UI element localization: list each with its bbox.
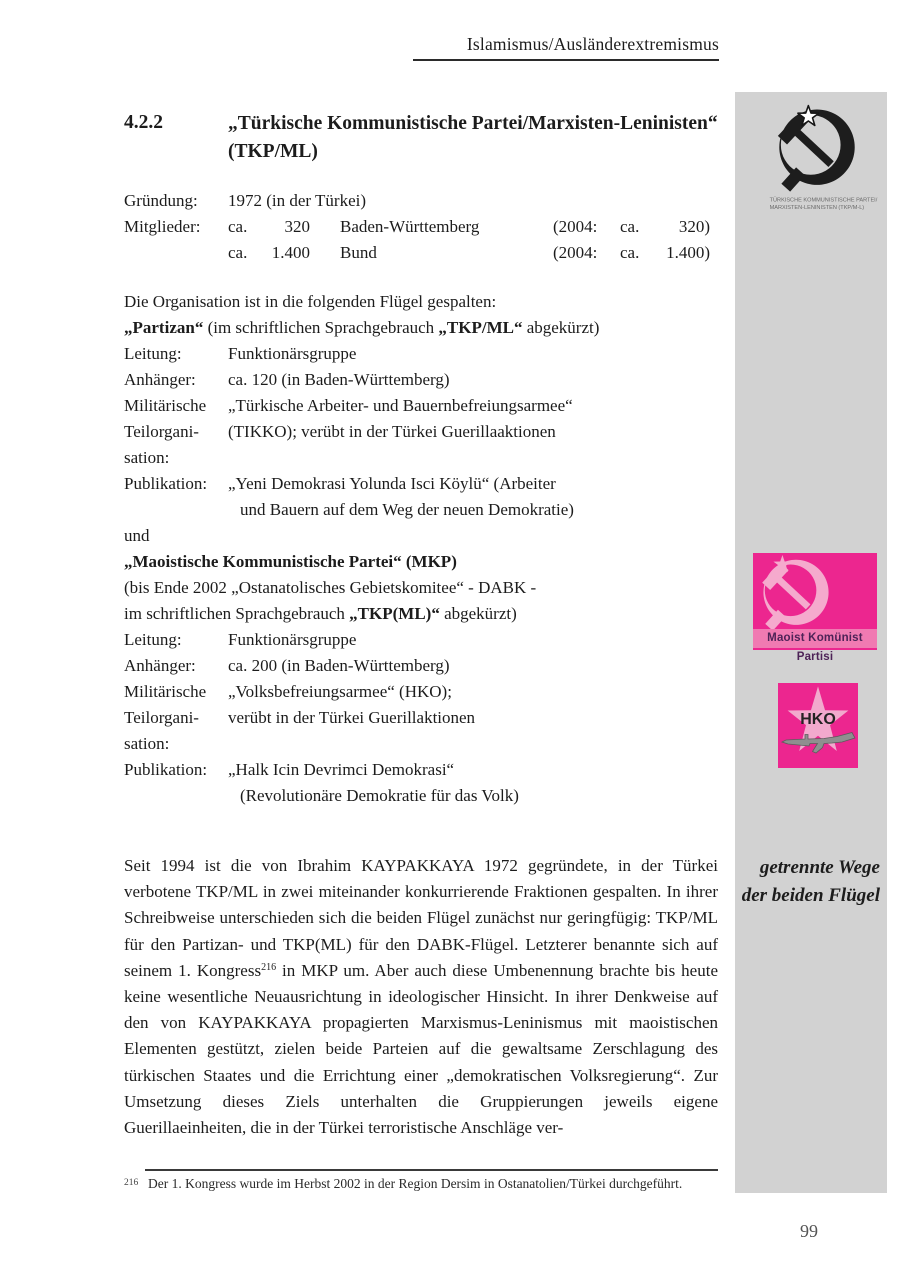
footnote-number: 216 (124, 1178, 139, 1188)
info-row: Anhänger: ca. 200 (in Baden-Württemberg) (124, 656, 450, 675)
info-row: und Bauern auf dem Weg der neuen Demokratie) (240, 500, 574, 519)
section-number: 4.2.2 (124, 112, 163, 133)
mitglieder-year: (2004: (553, 243, 598, 262)
info-row: Teilorgani- (TIKKO); verübt in der Türkei Guerillaaktionen (124, 422, 556, 441)
info-row: Publikation: „Halk Icin Devrimci Demokrasi“ (124, 760, 455, 779)
margin-note: getrennte Wege der beiden Flügel (741, 857, 880, 906)
sidebar (735, 92, 887, 1193)
info-row: (Revolutionäre Demokratie für das Volk) (240, 786, 519, 805)
mitglieder-label: Mitglieder: (124, 217, 201, 236)
mkp-line3: im schriftlichen Sprachgebrauch „TKP(ML)“ abgekürzt) (124, 604, 517, 623)
info-row: Militärische „Türkische Arbeiter- und Bauernbefreiungsarmee“ (124, 396, 573, 415)
info-row: Militärische „Volksbefreiungsarmee“ (HKO); (124, 682, 452, 701)
info-row: sation: (124, 448, 170, 467)
info-row: Anhänger: ca. 120 (in Baden-Württemberg) (124, 370, 450, 389)
mitglieder-region: Baden-Württemberg (340, 217, 480, 236)
wings-intro: Die Organisation ist in die folgenden Flügel gespalten: (124, 292, 497, 311)
facts-table (124, 188, 718, 266)
hko-logo-text: HKO (800, 711, 836, 728)
mkp-logo (753, 553, 877, 663)
rifle-icon (780, 730, 856, 756)
mitglieder-count2: 320) (678, 217, 710, 236)
info-row: sation: (124, 734, 170, 753)
tkpml-hammer-sickle-icon (777, 104, 857, 192)
section-title-line1: „Türkische Kommunistische Partei/Marxisten-Leninisten“ (228, 113, 718, 134)
mitglieder-ca2: ca. (620, 217, 640, 236)
mitglieder-ca: ca. (228, 217, 248, 236)
mkp-line2: (bis Ende 2002 „Ostanatolisches Gebietskomitee“ - DABK - (124, 578, 537, 597)
partizan-name: „Partizan“ (124, 318, 204, 337)
mitglieder-year: (2004: (553, 217, 598, 236)
mitglieder-ca2: ca. (620, 243, 640, 262)
partizan-abbr: „TKP/ML“ (438, 318, 523, 337)
wings-section (124, 289, 718, 809)
mitglieder-region: Bund (340, 243, 377, 262)
tkpml-logo-caption: TÜRKISCHE KOMMUNISTISCHE PARTEI/ MARXISTEN-LENINISTEN (TKP/M-L) (769, 196, 878, 211)
info-row: Leitung: Funktionärsgruppe (124, 630, 357, 649)
info-row: Leitung: Funktionärsgruppe (124, 344, 357, 363)
info-row: Teilorgani- verübt in der Türkei Guerillaktionen (124, 708, 476, 727)
hko-logo (778, 683, 858, 768)
mitglieder-count: 320 (284, 217, 310, 236)
mkp-logo-text: Maoist Komünist Partisi (753, 629, 877, 648)
gruendung-value: 1972 (in der Türkei) (228, 191, 367, 210)
wings-connector: und (124, 526, 150, 545)
footnote-rule (145, 1169, 718, 1171)
mitglieder-count: 1.400 (271, 243, 310, 262)
body-paragraph: Seit 1994 ist die von Ibrahim KAYPAKKAYA 1972 gegründete, in der Türkei verbotene TKP/ML in zwei miteinander konkurrierende Fraktionen gespalten. In ihrer Schreibweise unterschieden sich die beiden Flügel zunächst nur geringfügig: TKP/ML für den Partizan- und TKP(ML) für den DABK-Flügel. Letzterer benannte sich auf seinem 1. Kongress$^{216}$ in MKP um. Aber auch diese Umbenennung brachte bis heute keine wesentliche Neuausrichtung in ideologischer Hinsicht. In ihrer Denkweise auf den von KAYPAKKAYA propagierten Marxismus-Leninismus mit maoistischen Elementen gestützt, zielen beide Parteien auf die gewaltsame Zerschlagung des türkischen Staates und die Errichtung einer „demokratischen Volksregierung“. Zur Umsetzung dieses Ziels unterhalten die Gruppierungen jeweils eigene Guerillaeinheiten, die in der Türkei terroristische Anschläge ver- (124, 856, 718, 1138)
page-number: 99 (800, 1221, 818, 1241)
section-title (228, 110, 733, 166)
gruendung-label: Gründung: (124, 191, 198, 210)
mkp-hammer-sickle-icon (757, 555, 835, 631)
partizan-headline: „Partizan“ (im schriftlichen Sprachgebrauch „TKP/ML“ abgekürzt) (124, 318, 600, 337)
section-title-line2: (TKP/ML) (228, 141, 318, 162)
mitglieder-ca: ca. (228, 243, 248, 262)
info-row: Publikation: „Yeni Demokrasi Yolunda Isci Köylü“ (Arbeiter (124, 474, 556, 493)
mitglieder-count2: 1.400) (666, 243, 710, 262)
mkp-headline: „Maoistische Kommunistische Partei“ (MKP) (124, 552, 457, 571)
footnote-text: Der 1. Kongress wurde im Herbst 2002 in der Region Dersim in Ostanatolien/Türkei durchgeführt. (148, 1176, 683, 1191)
running-head: Islamismus/Ausländerextremismus (413, 34, 719, 61)
footnote-reference: 216 (261, 961, 277, 973)
mkp-abbr: „TKP(ML)“ (349, 604, 440, 623)
